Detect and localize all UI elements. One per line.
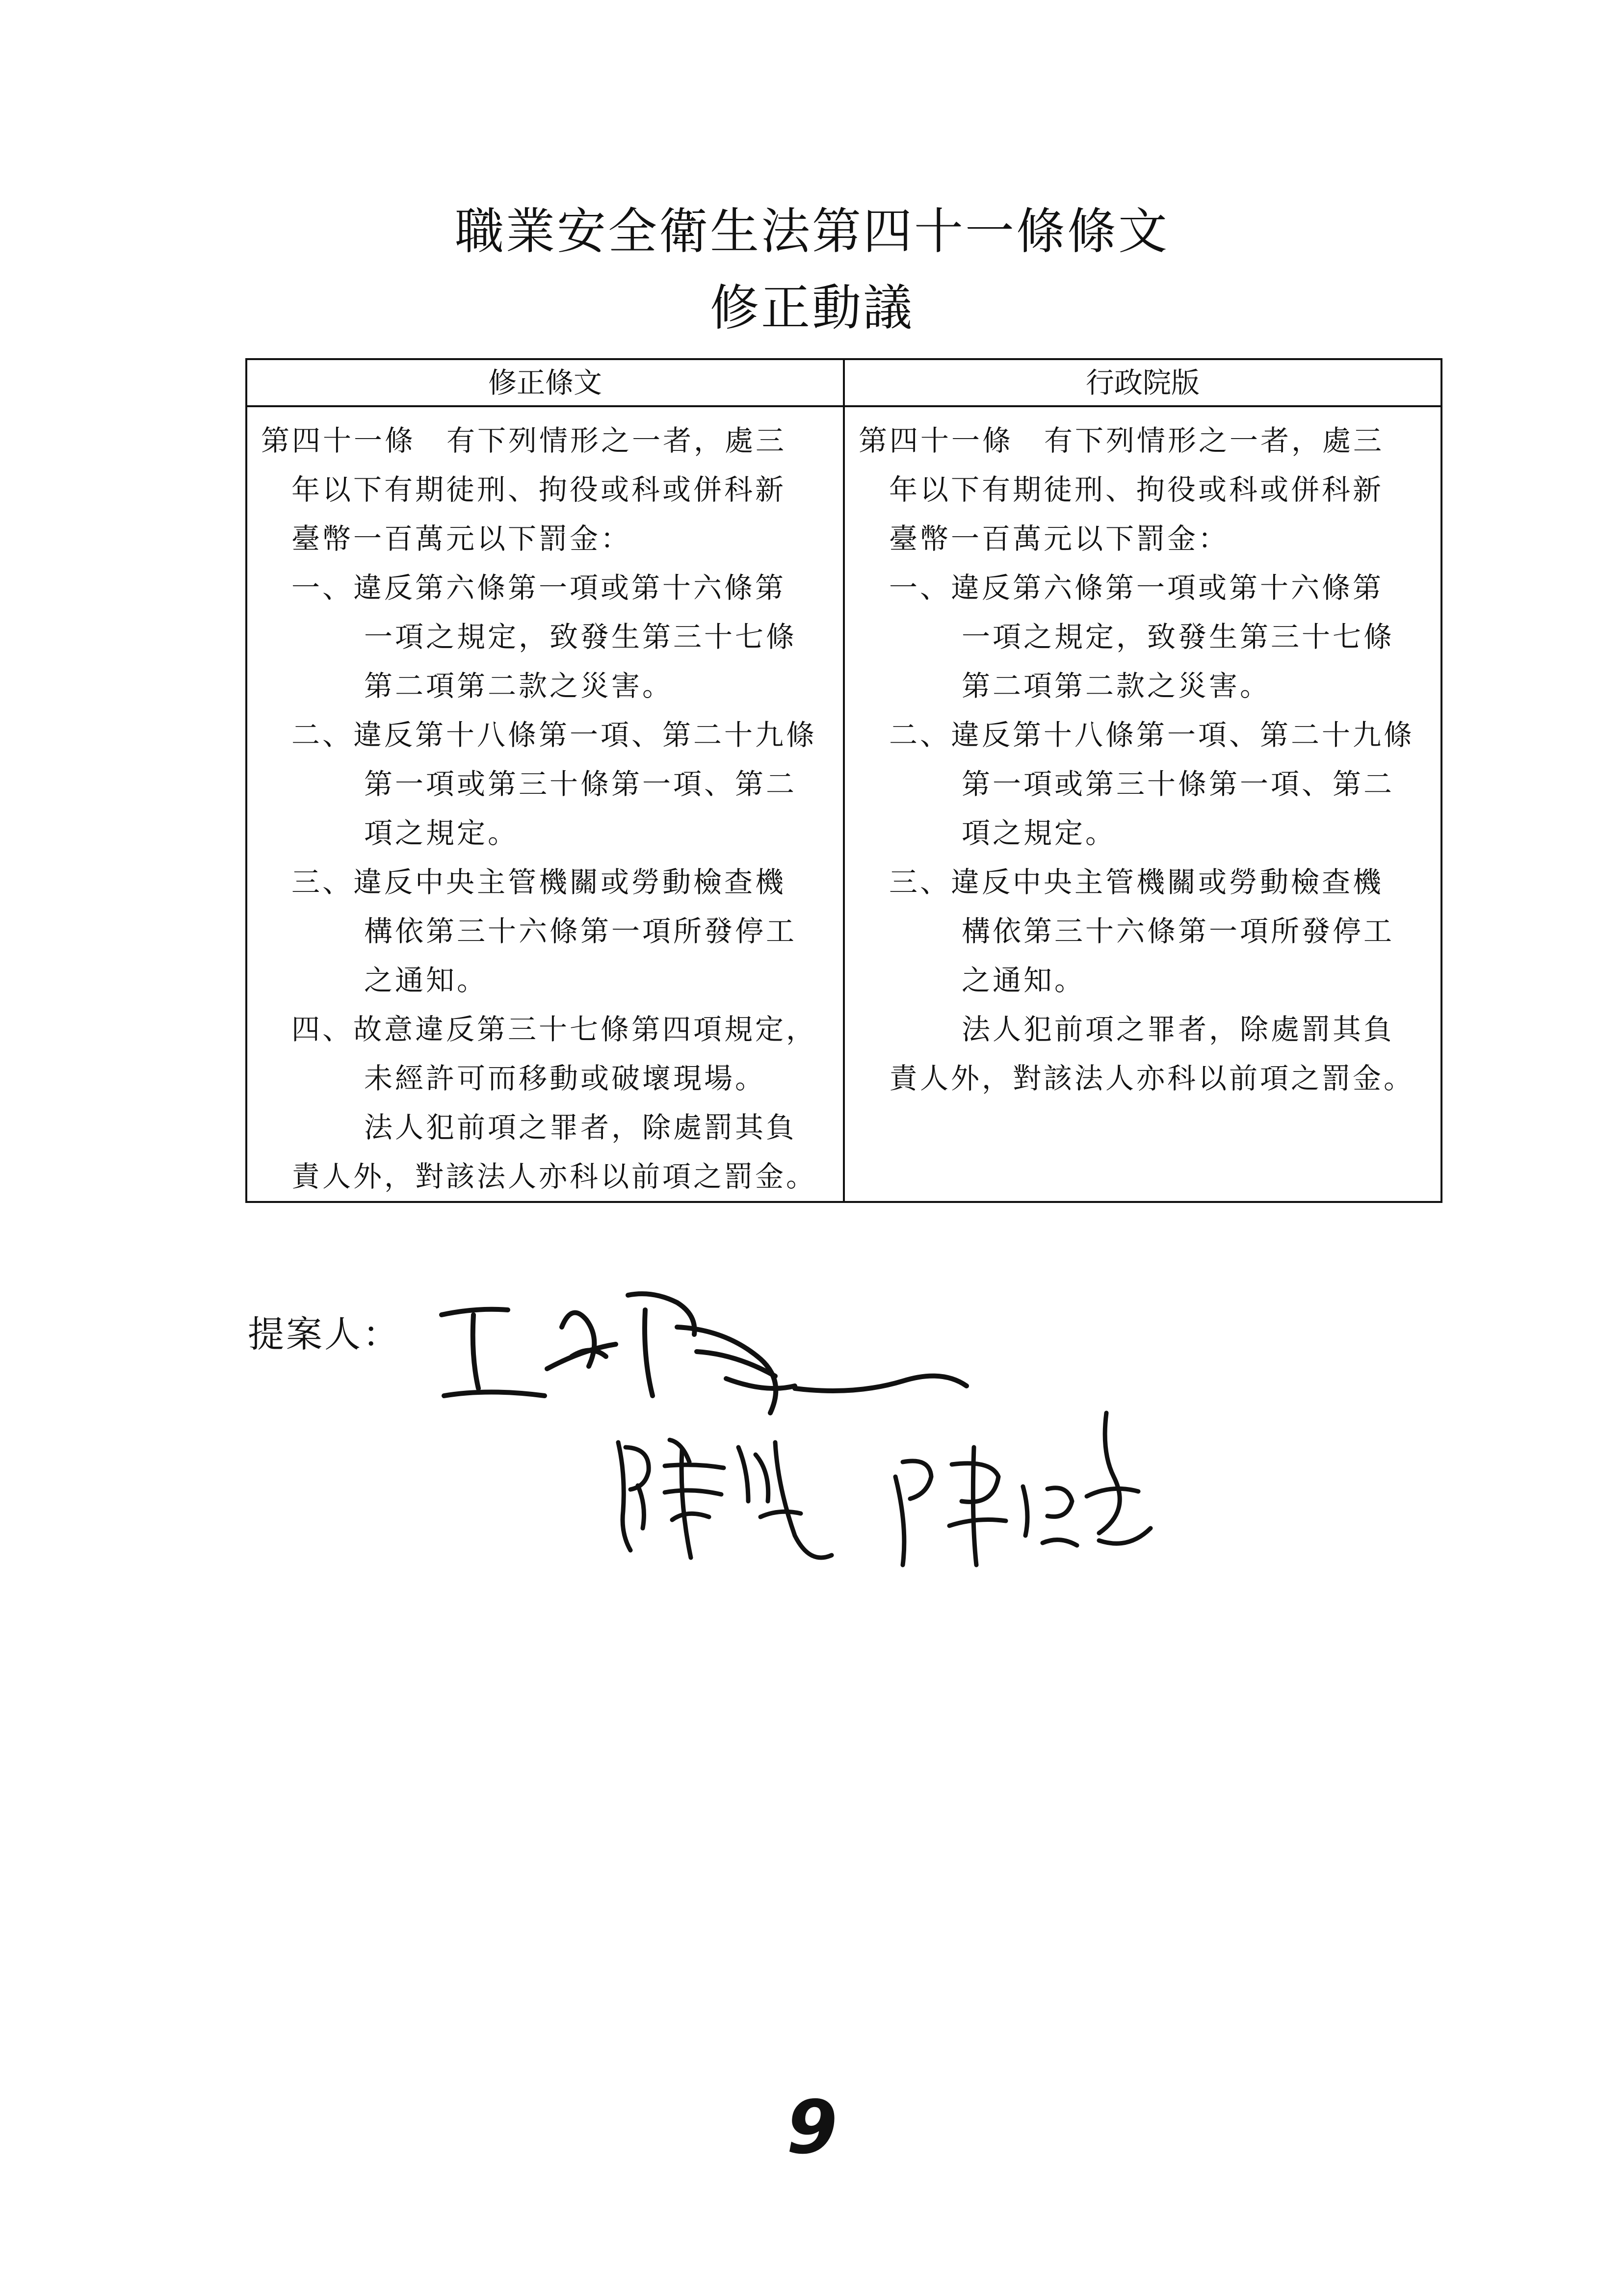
article-line: 年以下有期徒刑、拘役或科或併科新	[291, 473, 786, 506]
signature-chen-yi-hsin	[883, 1403, 1158, 1599]
article-line: 未經許可而移動或破壞現場。	[364, 1062, 766, 1095]
table-header-row	[246, 359, 1441, 406]
article-line: 項之規定。	[364, 816, 519, 850]
article-line: 一項之規定，致發生第三十七條	[962, 620, 1395, 653]
article-line: 之通知。	[364, 964, 488, 997]
article-line: 之通知。	[962, 964, 1086, 997]
article-line: 二、違反第十八條第一項、第二十九條	[291, 718, 817, 752]
article-line: 第一項或第三十條第一項、第二	[364, 767, 797, 801]
article-line: 年以下有期徒刑、拘役或科或併科新	[889, 473, 1384, 506]
executive-version-cell	[844, 406, 1441, 1202]
article-line: 三、違反中央主管機關或勞動檢查機	[291, 865, 786, 899]
article-line: 第二項第二款之災害。	[364, 669, 674, 703]
article-line: 第二項第二款之災害。	[962, 669, 1271, 703]
article-line: 責人外，對該法人亦科以前項之罰金。	[889, 1062, 1415, 1095]
article-line: 二、違反第十八條第一項、第二十九條	[889, 718, 1415, 752]
article-line: 一、違反第六條第一項或第十六條第	[889, 571, 1384, 604]
article-line: 第四十一條 有下列情形之一者，處三	[859, 424, 1385, 457]
article-line: 責人外，對該法人亦科以前項之罰金。	[291, 1160, 817, 1193]
article-line: 一項之規定，致發生第三十七條	[364, 620, 797, 653]
article-line: 一、違反第六條第一項或第十六條第	[291, 571, 786, 604]
article-line: 臺幣一百萬元以下罰金：	[291, 522, 632, 555]
page-number: 9	[786, 2085, 838, 2170]
article-line: 法人犯前項之罪者，除處罰其負	[364, 1111, 797, 1144]
document-subtitle: 修正動議	[710, 279, 914, 337]
article-line: 臺幣一百萬元以下罰金：	[889, 522, 1230, 555]
header-revised-text: 修正條文	[246, 359, 844, 406]
article-line: 第一項或第三十條第一項、第二	[962, 767, 1395, 801]
article-line: 法人犯前項之罪者，除處罰其負	[962, 1013, 1395, 1046]
comparison-table	[245, 358, 1442, 1203]
article-line: 構依第三十六條第一項所發停工	[962, 914, 1395, 948]
signature-chen-ching-hui	[608, 1428, 844, 1575]
proposer-label: 提案人：	[248, 1313, 401, 1356]
document-title: 職業安全衛生法第四十一條條文	[455, 203, 1169, 260]
revised-text-cell	[246, 406, 844, 1202]
table-content-row	[246, 406, 1441, 1202]
article-line: 三、違反中央主管機關或勞動檢查機	[889, 865, 1384, 899]
header-executive-version: 行政院版	[844, 359, 1441, 406]
article-line: 第四十一條 有下列情形之一者，處三	[261, 424, 787, 457]
article-line: 項之規定。	[962, 816, 1117, 850]
article-line: 構依第三十六條第一項所發停工	[364, 914, 797, 948]
article-line: 四、故意違反第三十七條第四項規定，	[291, 1013, 817, 1046]
